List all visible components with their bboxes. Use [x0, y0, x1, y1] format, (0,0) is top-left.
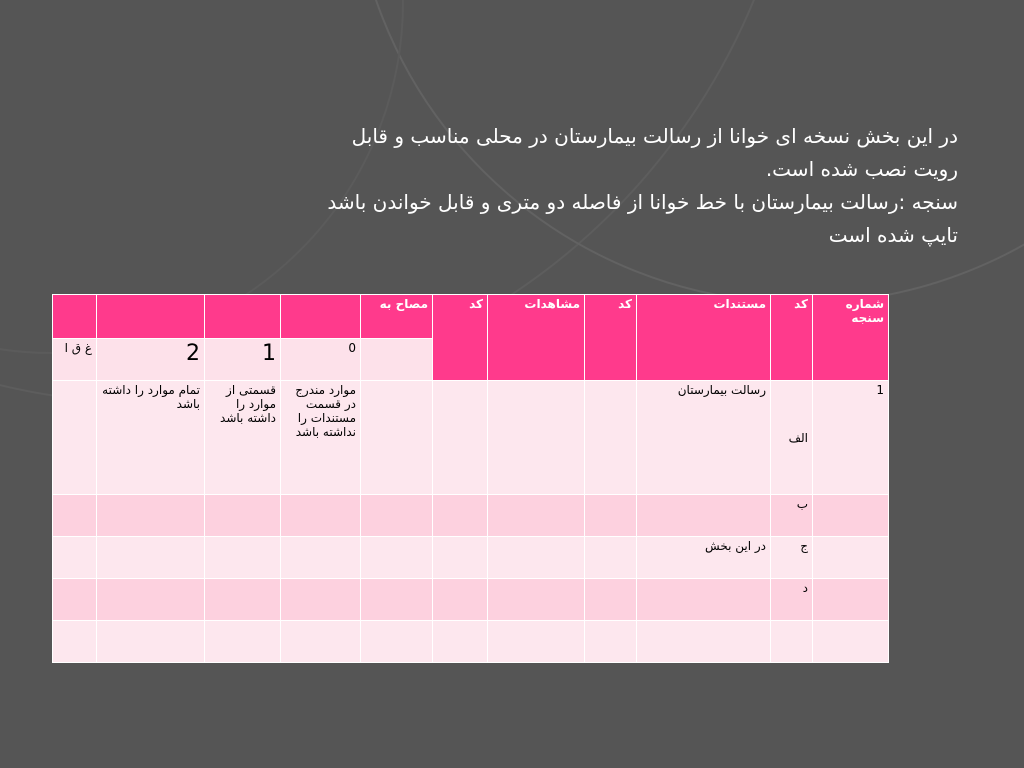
cell-interview	[361, 495, 433, 537]
cell-interview	[361, 537, 433, 579]
heading-line: در این بخش نسخه ای خوانا از رسالت بیمارستان در محلی مناسب و قابل	[351, 124, 958, 148]
assessment-table	[52, 294, 889, 663]
cell-number	[813, 621, 889, 663]
header-blank-cell	[97, 295, 205, 339]
slide-heading	[78, 120, 958, 252]
header-code-2: کد	[585, 295, 637, 381]
cell-interview	[361, 621, 433, 663]
cell-score-0	[281, 579, 361, 621]
header-code-3: کد	[433, 295, 488, 381]
cell-observations	[488, 381, 585, 495]
header-number: شماره سنجه	[813, 295, 889, 381]
table-row	[53, 537, 889, 579]
cell-score-1	[205, 579, 281, 621]
scale-blank	[361, 339, 433, 381]
cell-observations	[488, 495, 585, 537]
cell-score-2: تمام موارد را داشته باشد	[97, 381, 205, 495]
cell-interview	[361, 381, 433, 495]
cell-score-2	[97, 495, 205, 537]
table-header-row	[53, 295, 889, 339]
cell-score-0	[281, 621, 361, 663]
cell-code: د	[771, 579, 813, 621]
cell-score-1	[205, 495, 281, 537]
cell-score-0	[281, 537, 361, 579]
cell-code: الف	[771, 381, 813, 495]
header-code-1: کد	[771, 295, 813, 381]
cell-code-3	[433, 621, 488, 663]
cell-code-2	[585, 495, 637, 537]
cell-code-2	[585, 381, 637, 495]
cell-documents: در این بخش	[637, 537, 771, 579]
cell-documents: رسالت بیمارستان	[637, 381, 771, 495]
cell-code	[771, 621, 813, 663]
cell-code: ب	[771, 495, 813, 537]
table-row	[53, 621, 889, 663]
cell-code-3	[433, 381, 488, 495]
table-row	[53, 579, 889, 621]
cell-documents	[637, 495, 771, 537]
cell-score-1	[205, 537, 281, 579]
cell-documents	[637, 579, 771, 621]
header-blank-cell	[53, 295, 97, 339]
cell-code-2	[585, 621, 637, 663]
cell-score-2	[97, 579, 205, 621]
cell-number	[813, 537, 889, 579]
cell-interview	[361, 579, 433, 621]
table-row	[53, 381, 889, 495]
cell-number: 1	[813, 381, 889, 495]
cell-code-3	[433, 495, 488, 537]
cell-na	[53, 537, 97, 579]
cell-na	[53, 621, 97, 663]
cell-na	[53, 495, 97, 537]
header-interview: مصاح به	[361, 295, 433, 339]
cell-observations	[488, 621, 585, 663]
cell-documents	[637, 621, 771, 663]
heading-line: رویت نصب شده است.	[765, 157, 958, 181]
header-blank-cell	[205, 295, 281, 339]
cell-score-2	[97, 621, 205, 663]
cell-score-1: قسمتی از موارد را داشته باشد	[205, 381, 281, 495]
cell-score-2	[97, 537, 205, 579]
cell-na	[53, 381, 97, 495]
cell-observations	[488, 579, 585, 621]
header-observations: مشاهدات	[488, 295, 585, 381]
cell-score-1	[205, 621, 281, 663]
cell-number	[813, 495, 889, 537]
scale-one: 1	[205, 339, 281, 381]
cell-score-0: موارد مندرج در قسمت مستندات را نداشته باشد	[281, 381, 361, 495]
cell-number	[813, 579, 889, 621]
scale-na: غ ق ا	[53, 339, 97, 381]
cell-code-3	[433, 579, 488, 621]
cell-code-3	[433, 537, 488, 579]
cell-score-0	[281, 495, 361, 537]
scale-two: 2	[97, 339, 205, 381]
heading-line: سنجه :رسالت بیمارستان با خط خوانا از فاصله دو متری و قابل خواندن باشد	[327, 190, 958, 214]
cell-code-2	[585, 537, 637, 579]
header-blank-cell	[281, 295, 361, 339]
heading-line: تایپ شده است	[828, 223, 958, 247]
cell-code: ج	[771, 537, 813, 579]
cell-na	[53, 579, 97, 621]
table-row	[53, 495, 889, 537]
cell-code-2	[585, 579, 637, 621]
header-documents: مستندات	[637, 295, 771, 381]
scale-zero: 0	[281, 339, 361, 381]
cell-observations	[488, 537, 585, 579]
